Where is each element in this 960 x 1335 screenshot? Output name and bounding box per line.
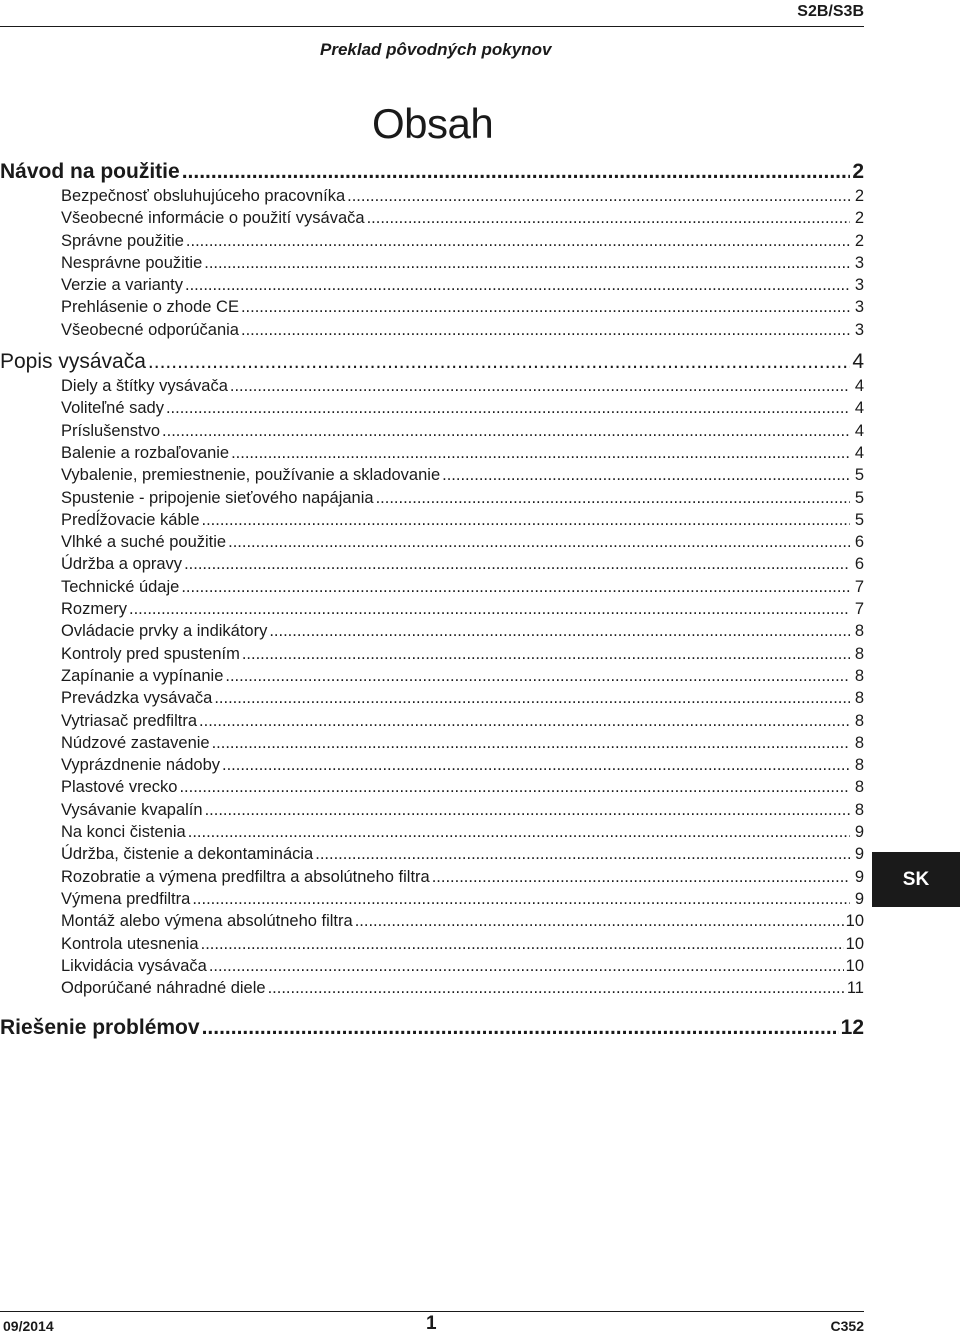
toc-entry-page: 8 — [854, 711, 864, 730]
toc-entry-label: Prevádzka vysávača — [61, 689, 213, 708]
toc-entry-label: Výmena predfiltra — [61, 889, 191, 908]
dot-leader — [212, 732, 850, 754]
toc-entry-label: Odporúčané náhradné diele — [61, 979, 266, 998]
language-tab: SK — [872, 852, 960, 907]
toc-entry-page: 3 — [854, 320, 864, 339]
page-title: Obsah — [372, 100, 494, 147]
dot-leader — [205, 799, 850, 821]
dot-leader — [201, 933, 844, 955]
toc-entry-page: 4 — [854, 443, 864, 462]
footer-rule — [0, 1311, 864, 1312]
toc-entry[interactable] — [0, 888, 864, 910]
toc-entry-label: Spustenie - pripojenie sieťového napájania — [61, 488, 374, 507]
toc-entry-page: 11 — [846, 979, 864, 998]
toc-entry[interactable] — [0, 643, 864, 665]
toc-entry[interactable] — [0, 274, 864, 296]
toc-entry-label: Všeobecné informácie o použití vysávača — [61, 209, 365, 228]
document-code: C352 — [830, 1318, 864, 1334]
dot-leader — [162, 420, 850, 442]
dot-leader — [202, 1014, 839, 1041]
toc-entry-label: Verzie a varianty — [61, 276, 183, 295]
dot-leader — [181, 576, 850, 598]
dot-leader — [185, 274, 850, 296]
dot-leader — [202, 509, 851, 531]
toc-entry[interactable] — [0, 620, 864, 642]
toc-entry-page: 8 — [854, 666, 864, 685]
dot-leader — [129, 598, 850, 620]
toc-entry[interactable] — [0, 185, 864, 207]
dot-leader — [355, 910, 844, 932]
toc-entry[interactable] — [0, 375, 864, 397]
toc-entry-label: Údržba a opravy — [61, 555, 183, 574]
toc-entry[interactable] — [0, 799, 864, 821]
toc-entry-page: 3 — [854, 298, 864, 317]
dot-leader — [209, 955, 844, 977]
toc-entry-page: 6 — [854, 533, 864, 552]
toc-entry-page: 3 — [854, 276, 864, 295]
toc-entry-label: Bezpečnosť obsluhujúceho pracovníka — [61, 187, 346, 205]
toc-entry[interactable] — [0, 977, 864, 999]
dot-leader — [442, 464, 850, 486]
toc-entry-page: 9 — [854, 889, 864, 908]
toc-section[interactable] — [0, 1014, 864, 1041]
dot-leader — [184, 553, 850, 575]
toc-entry-label: Predĺžovacie káble — [61, 510, 200, 529]
toc-entry-page: 7 — [854, 600, 864, 619]
toc-entry-label: Diely a štítky vysávača — [61, 377, 228, 396]
toc-entry-page: 2 — [854, 187, 864, 205]
dot-leader — [347, 185, 850, 207]
toc-entry-label: Núdzové zastavenie — [61, 733, 210, 752]
dot-leader — [225, 665, 850, 687]
toc-section-label: Popis vysávača — [0, 350, 146, 374]
toc-section-label: Návod na použitie — [0, 160, 180, 183]
toc-entry[interactable] — [0, 598, 864, 620]
toc-entry[interactable] — [0, 665, 864, 687]
toc-entry[interactable] — [0, 687, 864, 709]
toc-section-page: 4 — [852, 350, 864, 374]
toc-entry-label: Príslušenstvo — [61, 421, 161, 440]
toc-entry-label: Na konci čistenia — [61, 823, 186, 842]
toc-entry-label: Nesprávne použitie — [61, 253, 203, 272]
dot-leader — [182, 158, 851, 185]
toc-entry-page: 2 — [854, 209, 864, 228]
toc-entry[interactable] — [0, 710, 864, 732]
toc-section[interactable] — [0, 348, 864, 375]
toc-entry[interactable] — [0, 843, 864, 865]
dot-leader — [376, 487, 850, 509]
dot-leader — [228, 531, 850, 553]
toc-entry[interactable] — [0, 576, 864, 598]
model-code: S2B/S3B — [797, 3, 864, 20]
toc-entry-page: 8 — [854, 756, 864, 775]
dot-leader — [241, 296, 850, 318]
toc-entry-page: 8 — [854, 644, 864, 663]
dot-leader — [222, 754, 850, 776]
dot-leader — [231, 442, 850, 464]
toc-entry-label: Kontroly pred spustením — [61, 644, 240, 663]
toc-entry[interactable] — [0, 319, 864, 341]
toc-entry-label: Správne použitie — [61, 231, 184, 250]
toc-entry-label: Vyprázdnenie nádoby — [61, 756, 221, 775]
dot-leader — [188, 821, 850, 843]
toc-entry-label: Prehlásenie o zhode CE — [61, 298, 239, 317]
translation-note: Preklad pôvodných pokynov — [320, 40, 552, 59]
dot-leader — [179, 776, 850, 798]
toc-entry-page: 8 — [854, 622, 864, 641]
toc-entry[interactable] — [0, 464, 864, 486]
toc-entry[interactable] — [0, 487, 864, 509]
toc-entry[interactable] — [0, 230, 864, 252]
toc-entry-page: 9 — [854, 867, 864, 886]
toc-entry-label: Voliteľné sady — [61, 399, 164, 418]
dot-leader — [199, 710, 850, 732]
toc-entry-label: Kontrola utesnenia — [61, 934, 199, 953]
toc-entry[interactable] — [0, 420, 864, 442]
footer-date: 09/2014 — [3, 1318, 54, 1334]
toc-entry-page: 8 — [854, 778, 864, 797]
dot-leader — [432, 866, 850, 888]
toc-entry[interactable] — [0, 553, 864, 575]
toc-entry-label: Technické údaje — [61, 577, 180, 596]
dot-leader — [315, 843, 850, 865]
toc-entry-page: 5 — [854, 510, 864, 529]
dot-leader — [214, 687, 850, 709]
toc-entry-label: Likvidácia vysávača — [61, 956, 207, 975]
toc-entry-label: Rozmery — [61, 600, 128, 619]
page-number: 1 — [426, 1313, 437, 1334]
toc-entry-page: 8 — [854, 733, 864, 752]
toc-entry-page: 10 — [845, 934, 864, 953]
toc-entry-page: 10 — [845, 912, 864, 931]
toc-entry-label: Ovládacie prvky a indikátory — [61, 622, 268, 641]
toc-entry-page: 8 — [854, 800, 864, 819]
dot-leader — [148, 348, 850, 375]
header-rule — [0, 26, 864, 27]
toc-entry[interactable] — [0, 442, 864, 464]
dot-leader — [367, 207, 850, 229]
toc-entry-page: 2 — [854, 231, 864, 250]
table-of-contents — [0, 157, 864, 1041]
toc-entry[interactable] — [0, 866, 864, 888]
toc-entry-page: 4 — [854, 399, 864, 418]
toc-entry-label: Údržba, čistenie a dekontaminácia — [61, 845, 314, 864]
toc-entry[interactable] — [0, 207, 864, 229]
toc-entry-page: 4 — [854, 421, 864, 440]
toc-section-page: 2 — [852, 160, 864, 183]
toc-entry-label: Vysávanie kvapalín — [61, 800, 203, 819]
dot-leader — [192, 888, 850, 910]
toc-entry[interactable] — [0, 955, 864, 977]
toc-entry-page: 9 — [854, 845, 864, 864]
toc-entry[interactable] — [0, 531, 864, 553]
dot-leader — [186, 230, 850, 252]
toc-entry-label: Balenie a rozbaľovanie — [61, 443, 230, 462]
toc-entry[interactable] — [0, 821, 864, 843]
toc-entry-page: 8 — [854, 689, 864, 708]
toc-entry-page: 6 — [854, 555, 864, 574]
toc-entry[interactable] — [0, 397, 864, 419]
toc-section-label: Riešenie problémov — [0, 1016, 200, 1040]
dot-leader — [230, 375, 850, 397]
toc-entry-page: 4 — [854, 377, 864, 396]
toc-entry[interactable] — [0, 509, 864, 531]
dot-leader — [269, 620, 850, 642]
toc-entry-page: 5 — [854, 488, 864, 507]
toc-entry[interactable] — [0, 252, 864, 274]
dot-leader — [166, 397, 850, 419]
toc-entry-label: Plastové vrecko — [61, 778, 178, 797]
toc-entry-label: Vlhké a suché použitie — [61, 533, 227, 552]
toc-entry-label: Rozobratie a výmena predfiltra a absolútneho filtra — [61, 867, 430, 886]
toc-entry[interactable] — [0, 933, 864, 955]
toc-entry-label: Vybalenie, premiestnenie, používanie a skladovanie — [61, 466, 441, 485]
toc-entry-label: Vytriasač predfiltra — [61, 711, 198, 730]
toc-entry-page: 10 — [845, 956, 864, 975]
toc-entry[interactable] — [0, 776, 864, 798]
toc-entry-label: Všeobecné odporúčania — [61, 320, 239, 339]
toc-entry-page: 5 — [854, 466, 864, 485]
dot-leader — [268, 977, 845, 999]
toc-section[interactable] — [0, 158, 864, 185]
toc-entry[interactable] — [0, 296, 864, 318]
dot-leader — [241, 319, 850, 341]
dot-leader — [242, 643, 850, 665]
toc-entry[interactable] — [0, 754, 864, 776]
toc-entry-label: Zapínanie a vypínanie — [61, 666, 224, 685]
toc-entry[interactable] — [0, 732, 864, 754]
toc-entry-label: Montáž alebo výmena absolútneho filtra — [61, 912, 353, 931]
toc-entry-page: 3 — [854, 253, 864, 272]
toc-entry-page: 9 — [854, 823, 864, 842]
toc-section-page: 12 — [840, 1016, 864, 1040]
dot-leader — [204, 252, 850, 274]
toc-entry-page: 7 — [854, 577, 864, 596]
toc-entry[interactable] — [0, 910, 864, 932]
